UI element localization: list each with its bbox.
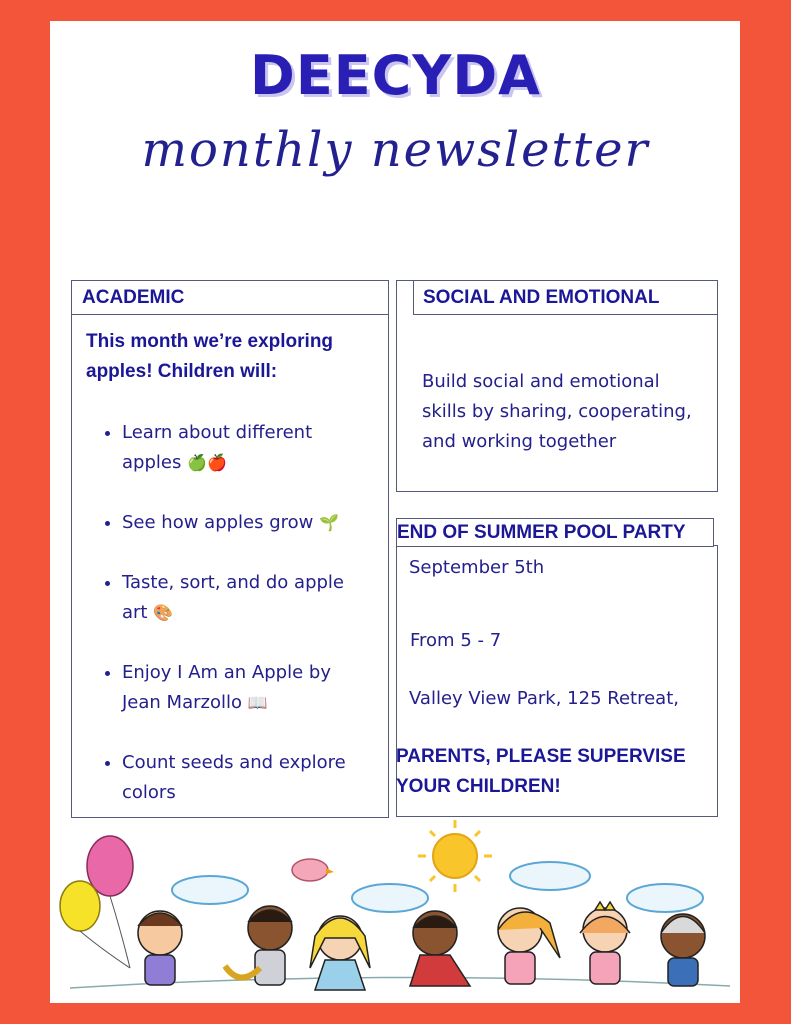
list-item: • See how apples grow 🌱: [122, 508, 372, 538]
book-emoji-icon: 📖: [247, 693, 268, 712]
social-body: Build social and emotional skills by sharing, cooperating, and working together: [422, 371, 692, 452]
newsletter-title: DEECYDA: [250, 44, 541, 107]
newsletter-subtitle: monthly newsletter: [141, 122, 650, 178]
academic-heading: ACADEMIC: [82, 287, 185, 308]
social-heading-box: [413, 280, 718, 315]
child-figure-icon: [410, 911, 470, 986]
child-figure-icon: [138, 911, 182, 985]
list-item: • Taste, sort, and do apple art 🎨: [122, 568, 372, 628]
child-figure-icon: [310, 916, 370, 990]
list-item: • Learn about different apples 🍏🍎: [122, 418, 372, 478]
list-item: • Enjoy I Am an Apple by Jean Marzollo 📖: [122, 658, 372, 718]
bird-icon: [292, 859, 334, 881]
academic-intro: This month we’re exploring apples! Children will:: [86, 331, 334, 382]
balloon-icon: [60, 836, 133, 968]
party-time: From 5 - 7: [410, 630, 502, 651]
sun-icon: [418, 820, 492, 892]
party-date: September 5th: [409, 557, 545, 578]
party-notice: PARENTS, PLEASE SUPERVISE YOUR CHILDREN!: [396, 746, 686, 797]
palette-emoji-icon: 🎨: [153, 603, 174, 622]
academic-list: [102, 418, 372, 808]
child-figure-icon: [580, 902, 630, 984]
kids-illustration: [50, 818, 740, 1003]
academic-heading-box: [71, 280, 389, 315]
party-heading: END OF SUMMER POOL PARTY: [397, 522, 686, 543]
child-figure-icon: [661, 914, 705, 986]
child-figure-icon: [498, 908, 560, 984]
social-heading: SOCIAL AND EMOTIONAL: [423, 287, 660, 308]
party-location: Valley View Park, 125 Retreat,: [409, 688, 679, 709]
apples-emoji-icon: 🍏🍎: [187, 453, 227, 472]
party-heading-box: [396, 518, 714, 547]
child-figure-icon: [225, 906, 292, 985]
list-item: • Count seeds and explore colors: [122, 748, 372, 808]
seedling-emoji-icon: 🌱: [319, 513, 340, 532]
